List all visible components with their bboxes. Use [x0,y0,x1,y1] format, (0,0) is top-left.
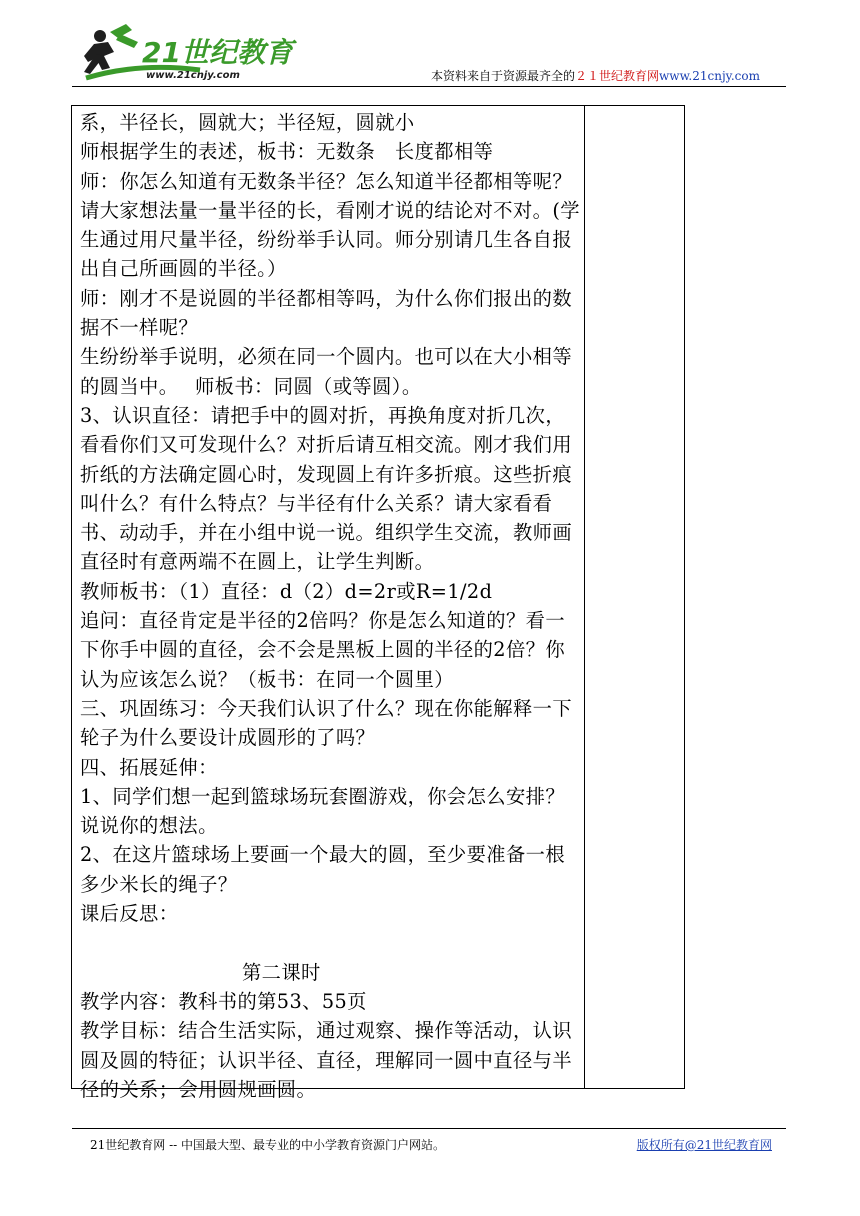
content-line: 的圆当中。 师板书：同圆（或等圆）。 [80,374,422,398]
content-line: 教学内容：教科书的第53、55页 [80,989,367,1013]
blank-line [80,928,582,957]
content-line: 请大家想法量一量半径的长，看刚才说的结论对不对。(学 [80,198,580,222]
content-line: 下你手中圆的直径，会不会是黑板上圆的半径的2倍？你 [80,638,566,662]
site-logo [80,22,300,86]
content-line: 系，半径长，圆就大；半径短，圆就小 [80,111,415,134]
footer-divider [72,1128,786,1129]
content-line: 多少米长的绳子？ [80,872,238,896]
logo-wordmark: 21世纪教育 [142,36,293,69]
content-line: 2、在这片篮球场上要画一个最大的圆，至少要准备一根 [80,843,566,867]
content-line: 径的关系；会用圆规画圆。 [80,1077,317,1101]
content-line: 追问：直径肯定是半径的2倍吗？你是怎么知道的？看一 [80,609,566,633]
content-line: 看看你们又可发现什么？对折后请互相交流。刚才我们用 [80,433,573,457]
page-header [0,0,860,90]
section-title: 第二课时 [242,960,321,984]
content-line: 说说你的想法。 [80,814,218,838]
content-line: 师：你怎么知道有无数条半径？怎么知道半径都相等呢？ [80,169,573,193]
logo-url: www.21cnjy.com [146,70,240,81]
content-line: 生通过用尺量半径，纷纷举手认同。师分别请几生各自报 [80,228,573,252]
lesson-content-cell [80,108,582,1104]
footer-copyright-link[interactable]: 版权所有@21世纪教育网 [636,1138,772,1152]
header-divider [72,86,786,87]
header-note-url[interactable]: www.21cnjy.com [659,69,760,83]
header-note [431,67,760,84]
content-line: 轮子为什么要设计成圆形的了吗？ [80,726,376,750]
content-line: 折纸的方法确定圆心时，发现圆上有许多折痕。这些折痕 [80,462,573,486]
content-line: 四、拓展延伸： [80,755,218,779]
content-line: 认为应该怎么说？（板书：在同一个圆里） [80,667,454,691]
footer-site-description: 21世纪教育网 -- 中国最大型、最专业的中小学教育资源门户网站。 [90,1138,446,1152]
content-line: 叫什么？有什么特点？与半径有什么关系？请大家看看 [80,491,553,515]
content-line: 直径时有意两端不在圆上，让学生判断。 [80,550,435,574]
content-line: 教学目标：结合生活实际，通过观察、操作等活动，认识 [80,1019,573,1043]
header-note-prefix: 本资料来自于资源最齐全的 [431,69,576,83]
content-line: 师：刚才不是说圆的半径都相等吗，为什么你们报出的数 [80,286,573,310]
content-line: 书、动动手，并在小组中说一说。组织学生交流，教师画 [80,521,573,545]
content-line: 出自己所画圆的半径。） [80,257,287,281]
content-line: 据不一样呢？ [80,316,199,340]
content-line: 课后反思： [80,902,179,926]
header-note-site[interactable]: ２１世纪教育网 [575,69,660,83]
content-line: 三、巩固练习：今天我们认识了什么？现在你能解释一下 [80,696,573,720]
content-line: 教师板书：（1）直径：d（2）d=2r或R=1/2d [80,579,493,603]
content-line: 圆及圆的特征；认识半径、直径，理解同一圆中直径与半 [80,1048,573,1072]
content-line: 3、认识直径：请把手中的圆对折，再换角度对折几次， [80,403,566,427]
content-line: 生纷纷举手说明，必须在同一个圆内。也可以在大小相等 [80,345,573,369]
content-line: 师根据学生的表述，板书：无数条 长度都相等 [80,140,494,164]
content-line: 1、同学们想一起到篮球场玩套圈游戏，你会怎么安排？ [80,784,566,808]
table-column-divider [584,105,585,1089]
